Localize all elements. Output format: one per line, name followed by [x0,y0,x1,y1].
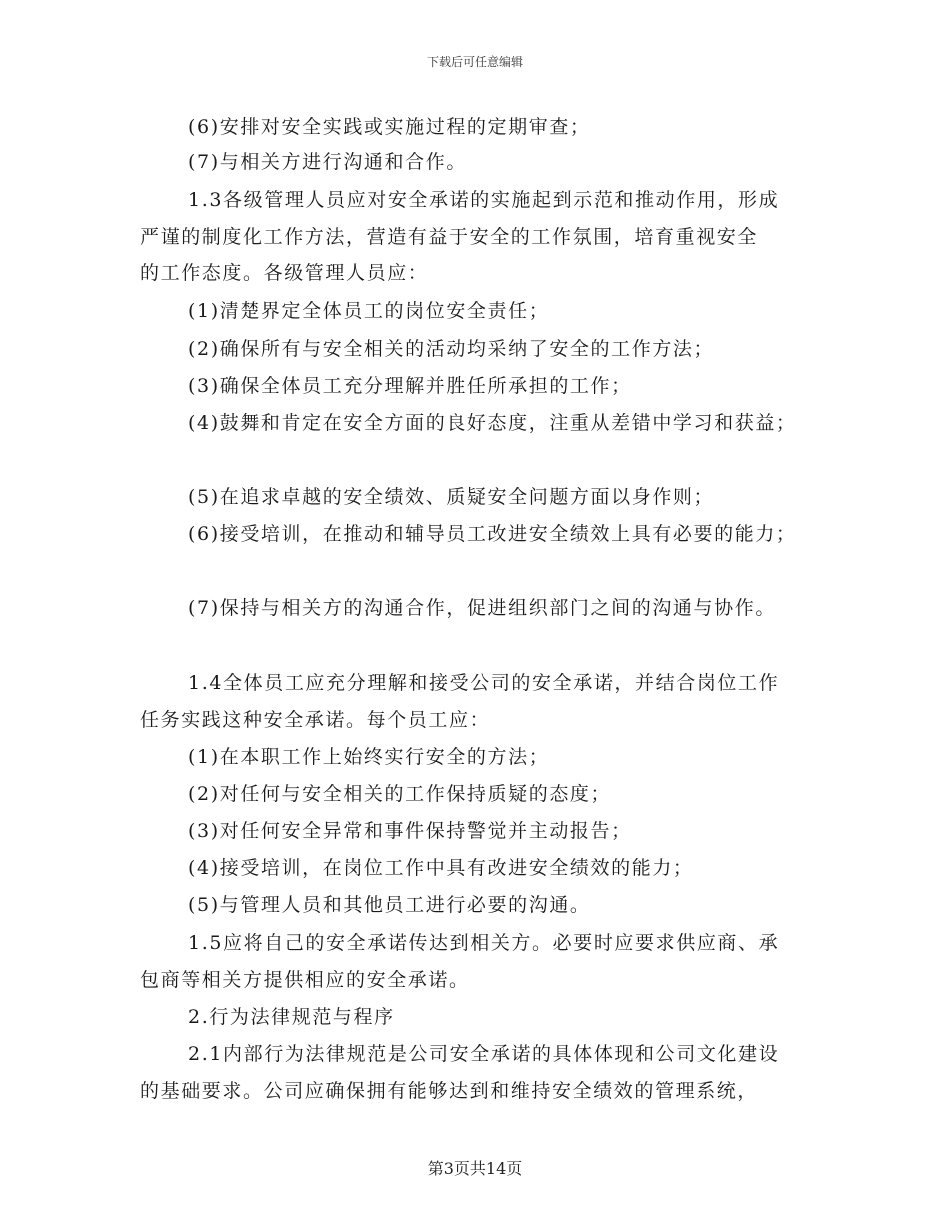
page-header: 下载后可任意编辑 [426,55,523,69]
paragraph-line: 2.1内部行为法律规范是公司安全承诺的具体体现和公司文化建设 [188,1043,780,1065]
list-item: (3)对任何安全异常和事件保持警觉并主动报告； [188,820,632,842]
paragraph-line: 严谨的制度化工作方法，营造有益于安全的工作氛围，培育重视安全 [140,226,759,248]
list-item: (4)接受培训，在岗位工作中具有改进安全绩效的能力； [188,857,694,879]
list-item: (1)在本职工作上始终实行安全的方法； [188,746,550,768]
list-item: (4)鼓舞和肯定在安全方面的良好态度，注重从差错中学习和获益； [188,412,797,434]
paragraph-line: 的基础要求。公司应确保拥有能够达到和维持安全绩效的管理系统， [140,1080,759,1102]
list-item: (7)保持与相关方的沟通合作，促进组织部门之间的沟通与协作。 [188,597,776,619]
paragraph-line: 1.3各级管理人员应对安全承诺的实施起到示范和推动作用，形成 [188,189,780,211]
list-item: (2)对任何与安全相关的工作保持质疑的态度； [188,783,612,805]
paragraph-line: 1.4全体员工应充分理解和接受公司的安全承诺，并结合岗位工作 [188,672,780,694]
paragraph-line: 1.5应将自己的安全承诺传达到相关方。必要时应要求供应商、承 [188,932,780,954]
list-item: (6)接受培训，在推动和辅导员工改进安全绩效上具有必要的能力； [188,523,797,545]
list-item: (3)确保全体员工充分理解并胜任所承担的工作； [188,375,632,397]
paragraph-line: 包商等相关方提供相应的安全承诺。 [140,969,470,991]
list-item: (2)确保所有与安全相关的活动均采纳了安全的工作方法； [188,338,715,360]
list-item: (6)安排对安全实践或实施过程的定期审查； [188,116,591,138]
list-item: (1)清楚界定全体员工的岗位安全责任； [188,300,550,322]
list-item: (7)与相关方进行沟通和合作。 [188,151,467,173]
section-heading: 2.行为法律规范与程序 [188,1006,395,1028]
page-footer: 第3页共14页 [427,1159,523,1178]
paragraph-line: 任务实践这种安全承诺。每个员工应： [140,709,491,731]
list-item: (5)与管理人员和其他员工进行必要的沟通。 [188,894,591,916]
list-item: (5)在追求卓越的安全绩效、质疑安全问题方面以身作则； [188,486,715,508]
paragraph-line: 的工作态度。各级管理人员应： [140,262,429,284]
